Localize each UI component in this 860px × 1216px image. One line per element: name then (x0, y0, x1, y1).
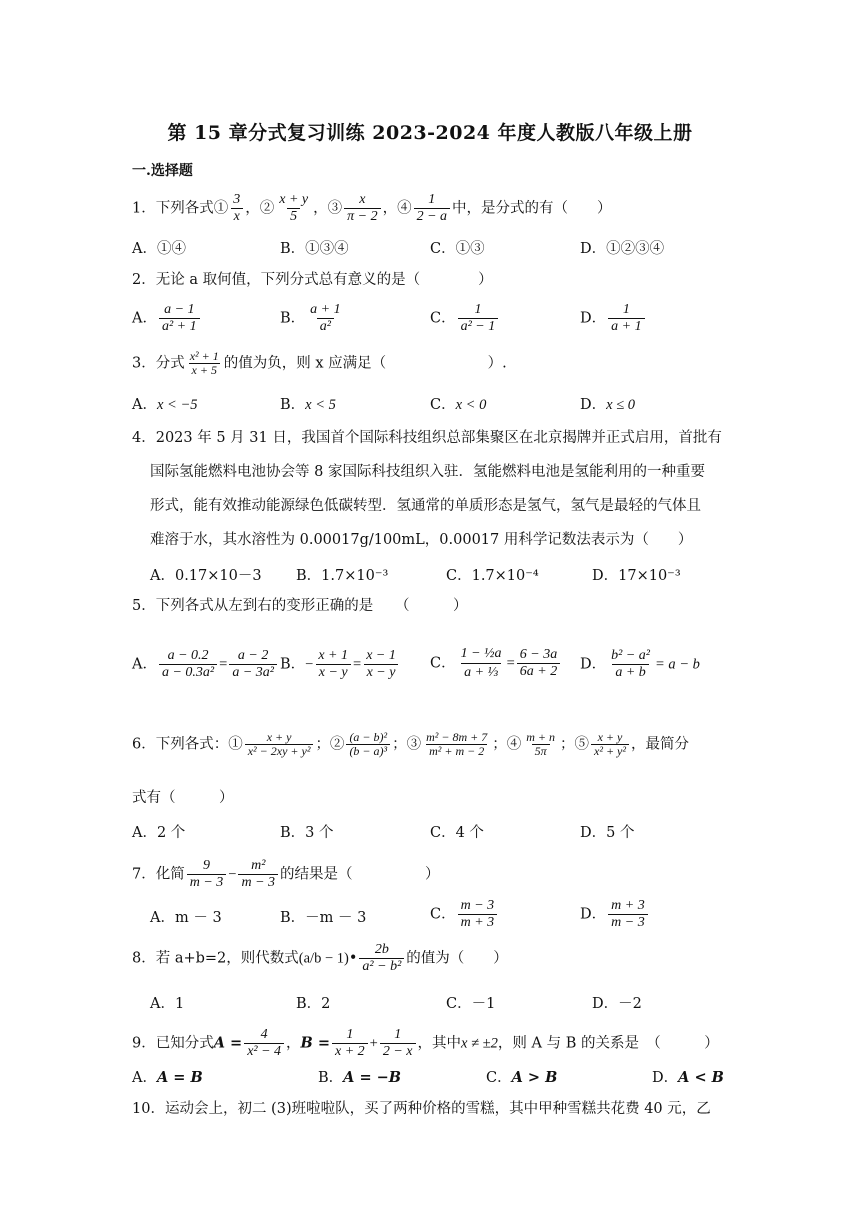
q5-option-b: B．− $\frac{x + 1}{x - y}$ = $\frac{x - 1}{x - y}$ (280, 648, 401, 681)
q6-option-d: D．5 个 (580, 825, 635, 841)
q8-option-d: D．－2 (592, 996, 642, 1012)
question-4: 4．2023 年 5 月 31 日，我国首个国际科技组织总部集聚区在北京揭牌并正式启用，首批有 国际氢能燃料电池协会等 8 家国际科技组织入驻．氢能燃料电池是氢能利用的一种重要 形式，能有效推动能源绿色低碳转型．氢通常的单质形态是氢气，氢气是最轻的气体且 难溶于水，其水溶性为 0.00017g/100mL，0.00017 用科学记数法表示为（ ） (132, 430, 722, 548)
q3-option-d: D．x ≤ 0 (580, 397, 636, 413)
fraction: $\frac{3}{x}$ (230, 192, 243, 225)
q8-option-b: B．2 (296, 996, 331, 1012)
q8-option-c: C．－1 (446, 996, 496, 1012)
q5-option-a: A． $\frac{a - 0.2}{\text{a − 0.3a²}}$ = $\frac{a - 2}{\text{a − 3a²}}$ (132, 648, 279, 681)
q5-option-c: C． $\frac{\text{1 − ½a}}{\text{a + ⅓}}$ = $\frac{6 - 3a}{6a + 2}$ (430, 645, 562, 682)
q9-option-a: A．A = B (132, 1069, 203, 1086)
q2-option-d: D． $\frac{1}{a + 1}$ (580, 302, 647, 335)
q1-option-c: C．①③ (430, 241, 485, 257)
q7-option-a: A．m － 3 (150, 910, 222, 926)
page-title: 第 15 章分式复习训练 2023-2024 年度人教版八年级上册 (167, 122, 693, 144)
q6-option-c: C．4 个 (430, 825, 484, 841)
section-heading: 一.选择题 (132, 163, 193, 179)
q2-option-c: C． $\frac{1}{\text{a² − 1}}$ (430, 302, 500, 335)
q3-option-b: B．x < 5 (280, 397, 336, 413)
q7-option-c: C． $\frac{m - 3}{m + 3}$ (430, 898, 499, 931)
q5-option-d: D． $\frac{\text{b² − a²}}{a + b}$ = a − b (580, 648, 700, 680)
question-8: 8．若 a+b=2，则代数式(a/b − 1)• $\frac{2b}{\text{a² − b²}}$ 的值为（ ） (132, 942, 508, 974)
q1-option-b: B．①③④ (280, 241, 349, 257)
q3-option-c: C．x < 0 (430, 397, 487, 413)
q8-option-a: A．1 (150, 996, 185, 1012)
q7-option-d: D． $\frac{m + 3}{m - 3}$ (580, 898, 650, 931)
q1-option-d: D．①②③④ (580, 241, 665, 257)
q6-option-a: A．2 个 (132, 825, 186, 841)
fraction: $\frac{1}{2 - a}$ (414, 192, 450, 225)
q2-option-a: A． $\frac{a - 1}{\text{a² + 1}}$ (132, 302, 202, 335)
question-1: 1．下列各式① $\frac{3}{x}$ ，② $\frac{x + y}{5}$ ，③ $\frac{x}{\pi - 2}$ ，④ $\frac{1}{2 - a}$ 中，是分式的有（ ） (132, 192, 612, 224)
q6-option-b: B．3 个 (280, 825, 334, 841)
q2-option-b: B． $\frac{a + 1}{\text{a²}}$ (280, 302, 341, 334)
question-6: 6．下列各式：① $\frac{x + y}{\text{x² − 2xy + y²}}$ ；② $\frac{\text{(a − b)²}}{\text{(b − a)³}}$ ；③ $\frac{\text{m² − 8m + 7}}{\text{m² + m − 2}}$ ；④ $\frac{m + n}{5\pi}$ ；⑤ $\frac{x + y}{\text{x² + y²}}$ ，最简分 (132, 730, 689, 758)
q9-option-d: D．A < B (652, 1069, 724, 1086)
question-6-continued: 式有（ ） (132, 790, 234, 806)
q7-option-b: B．－m － 3 (280, 910, 367, 926)
q4-option-c: C．1.7×10⁻⁴ (446, 568, 539, 584)
question-9: 9．已知分式A = $\frac{4}{\text{x² − 4}}$ ，B = $\frac{1}{x + 2}$ + $\frac{1}{2 - x}$ ，其中x ≠ ±2，则 A 与 B 的关系是 （ ） (132, 1027, 719, 1059)
q4-option-d: D．17×10⁻³ (592, 568, 681, 584)
q9-option-c: C．A > B (486, 1069, 558, 1086)
fraction: $\frac{x}{\pi - 2}$ (344, 192, 380, 225)
q9-option-b: B．A = −B (318, 1069, 402, 1086)
question-3: 3．分式 $\frac{\text{x² + 1}}{x + 5}$ 的值为负，则 x 应满足（ ）. (132, 349, 507, 377)
question-7: 7．化简 $\frac{9}{m - 3}$ − $\frac{\text{m²}}{m - 3}$ 的结果是（ ） (132, 858, 440, 890)
q3-option-a: A．x < −5 (132, 397, 198, 413)
fraction: $\frac{x + y}{5}$ (279, 192, 309, 224)
question-10: 10．运动会上，初二 (3)班啦啦队，买了两种价格的雪糕，其中甲种雪糕共花费 40 元，乙 (132, 1101, 711, 1117)
q1-option-a: A．①④ (132, 241, 186, 257)
q4-option-b: B．1.7×10⁻³ (296, 568, 389, 584)
question-2: 2．无论 a 取何值，下列分式总有意义的是（ ） (132, 272, 493, 288)
q4-option-a: A．0.17×10－3 (150, 568, 262, 584)
question-5: 5．下列各式从左到右的变形正确的是 （ ） (132, 598, 468, 614)
